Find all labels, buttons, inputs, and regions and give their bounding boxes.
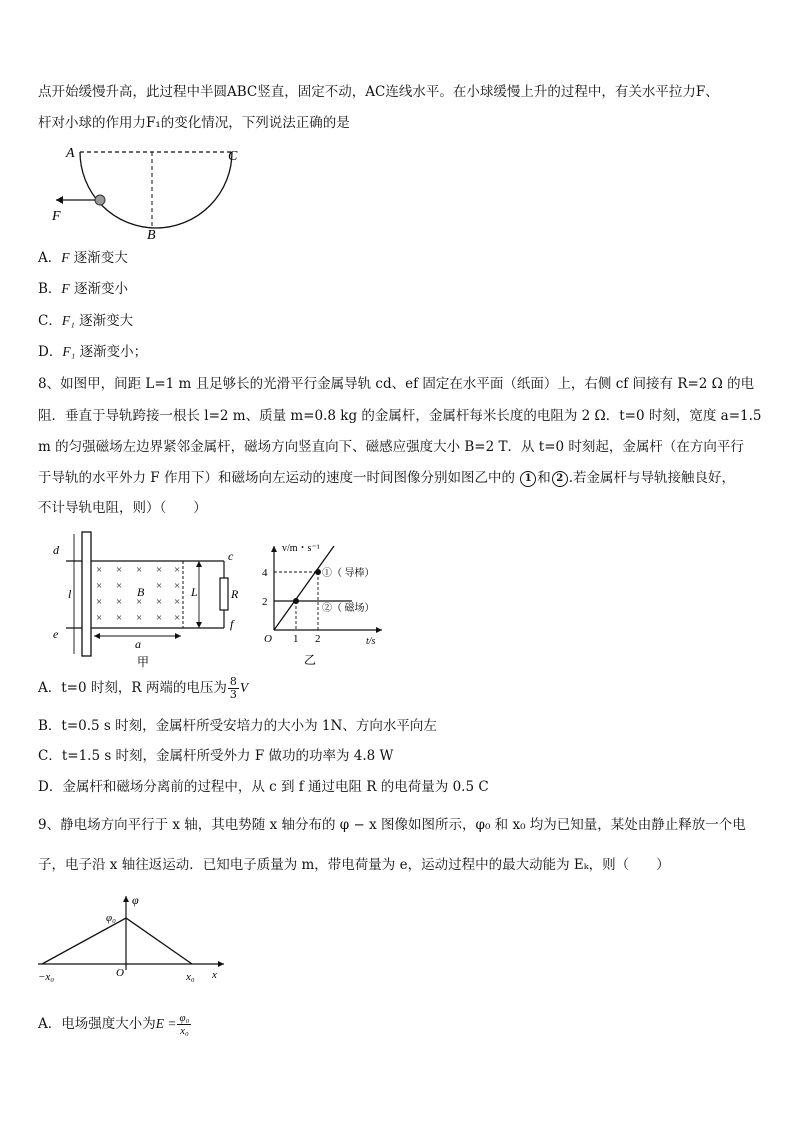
force-arrowhead [56, 196, 63, 204]
label-f: f [230, 617, 234, 631]
y-tick-4: 4 [262, 567, 268, 579]
phi0-label: φ₀ [106, 912, 116, 924]
resistor-R [220, 578, 228, 610]
label-field: ②（ 磁场） [322, 603, 375, 614]
fraction-8-3: $\frac{8}{3}$ [229, 675, 237, 701]
metal-rod [82, 532, 91, 656]
q7-option-a[interactable]: A．F 逐渐变大 [38, 250, 128, 266]
y-axis-label: v/m・s⁻¹ [282, 543, 320, 554]
svg-text:×: × [156, 612, 163, 624]
x-tick-2: 2 [315, 633, 321, 645]
q9-stem-line1: 9、静电场方向平行于 x 轴，其电势随 x 轴分布的 φ − x 图像如图所示，φ₀ 和 x₀ 均为已知量，某处由静止释放一个电 [38, 817, 746, 833]
q7-stem-line1: 点开始缓慢升高，此过程中半圆ABC竖直，固定不动，AC连线水平。在小球缓慢上升的过程中，有关水平拉力F、 [38, 84, 719, 100]
svg-text:×: × [136, 596, 143, 608]
svg-text:×: × [116, 580, 123, 592]
label-rod: ①（ 导棒） [322, 568, 375, 579]
phi-label: φ [132, 893, 139, 907]
label-C: C [228, 149, 238, 164]
x-tick-1: 1 [293, 633, 299, 645]
q8-option-c[interactable]: C．t=1.5 s 时刻，金属杆所受外力 F 做功的功率为 4.8 W [38, 748, 394, 764]
q8-stem-line1: 8、如图甲，间距 L=1 m 且足够长的光滑平行金属导轨 cd、ef 固定在水平面（纸面）上，右侧 cf 间接有 R=2 Ω 的电 [38, 376, 755, 392]
svg-text:×: × [174, 596, 181, 608]
label-A: A [66, 146, 75, 161]
q8-stem-line3: m 的匀强磁场左边界紧邻金属杆，磁场方向竖直向下、磁感应强度大小 B=2 T．从 t=0 时刻起，金属杆（在方向平行 [38, 439, 744, 455]
q8-figure-yi [262, 540, 402, 668]
q7-option-c[interactable]: C．F₁ 逐渐变大 [38, 313, 134, 329]
svg-text:×: × [96, 564, 103, 576]
label-c: c [228, 549, 234, 563]
origin-label: O [264, 633, 272, 645]
svg-text:×: × [156, 596, 163, 608]
point-rod [315, 569, 321, 575]
svg-text:×: × [156, 580, 163, 592]
label-a: a [135, 637, 141, 651]
semicircle-arc [80, 152, 232, 228]
caption-jia: 甲 [137, 655, 150, 669]
svg-text:×: × [96, 580, 103, 592]
caption-yi: 乙 [304, 653, 317, 667]
svg-text:×: × [156, 564, 163, 576]
circled-2: 2 [552, 471, 568, 487]
svg-text:×: × [116, 612, 123, 624]
q7-option-d[interactable]: D．F₁ 逐渐变小； [38, 344, 148, 360]
svg-text:×: × [174, 612, 181, 624]
svg-text:×: × [174, 564, 181, 576]
q7-option-b[interactable]: B．F 逐渐变小 [38, 281, 128, 297]
x0-label: x₀ [186, 971, 195, 983]
label-l: l [68, 587, 72, 601]
svg-text:×: × [136, 564, 143, 576]
x-axis-label: t/s [366, 636, 376, 647]
origin-label: O [116, 967, 124, 979]
ball [95, 195, 105, 205]
svg-text:×: × [96, 612, 103, 624]
q8-stem-line5: 不计导轨电阻，则）（ ） [38, 500, 207, 516]
line-rod [274, 546, 334, 630]
svg-text:×: × [116, 596, 123, 608]
potential-curve [42, 918, 192, 964]
label-B: B [137, 585, 145, 599]
q7-stem-line2: 杆对小球的作用力F₁的变化情况，下列说法正确的是 [38, 115, 350, 131]
q8-option-d[interactable]: D．金属杆和磁场分离前的过程中，从 c 到 f 通过电阻 R 的电荷量为 0.5 C [38, 779, 489, 795]
y-tick-2: 2 [262, 596, 268, 608]
svg-text:×: × [174, 580, 181, 592]
point-intersection [293, 598, 299, 604]
neg-x0-label: −x₀ [38, 971, 55, 983]
q7-semicircle-figure [52, 142, 252, 242]
x-label: x [212, 969, 217, 981]
svg-text:×: × [96, 596, 103, 608]
label-e: e [53, 627, 59, 641]
label-B: B [147, 228, 156, 242]
circled-1: 1 [520, 471, 536, 487]
q8-stem-line2: 阻．垂直于导轨跨接一根长 l=2 m、质量 m=0.8 kg 的金属杆，金属杆每米长度的电阻为 2 Ω．t=0 时刻，宽度 a=1.5 [38, 408, 762, 424]
label-F: F [52, 209, 61, 224]
q8-figure-jia [44, 530, 254, 670]
q9-stem-line2: 子，电子沿 x 轴往返运动．已知电子质量为 m，带电荷量为 e，运动过程中的最大动能为 Eₖ，则（ ） [38, 857, 670, 873]
q8-stem-line4: 于导轨的水平外力 F 作用下）和磁场向左运动的速度一时间图像分别如图乙中的 1 和 2 .若金属杆与导轨接触良好， [38, 470, 736, 486]
q8-option-b[interactable]: B．t=0.5 s 时刻，金属杆所受安培力的大小为 1N、方向水平向左 [38, 718, 437, 734]
fraction-phi0-x0: $\frac{\text{φ₀}}{\text{x₀}}$ [179, 1012, 190, 1037]
label-d: d [53, 543, 59, 557]
q9-option-a[interactable]: A．电场强度大小为E = $\frac{\text{φ₀}}{\text{x₀}}$ [38, 1012, 190, 1037]
q9-potential-figure [36, 892, 236, 988]
svg-text:×: × [116, 564, 123, 576]
svg-text:×: × [136, 612, 143, 624]
label-R: R [231, 587, 239, 601]
label-L: L [191, 585, 198, 599]
q8-option-a[interactable]: A．t=0 时刻，R 两端的电压为 $\frac{8}{3}$ V [38, 675, 249, 701]
